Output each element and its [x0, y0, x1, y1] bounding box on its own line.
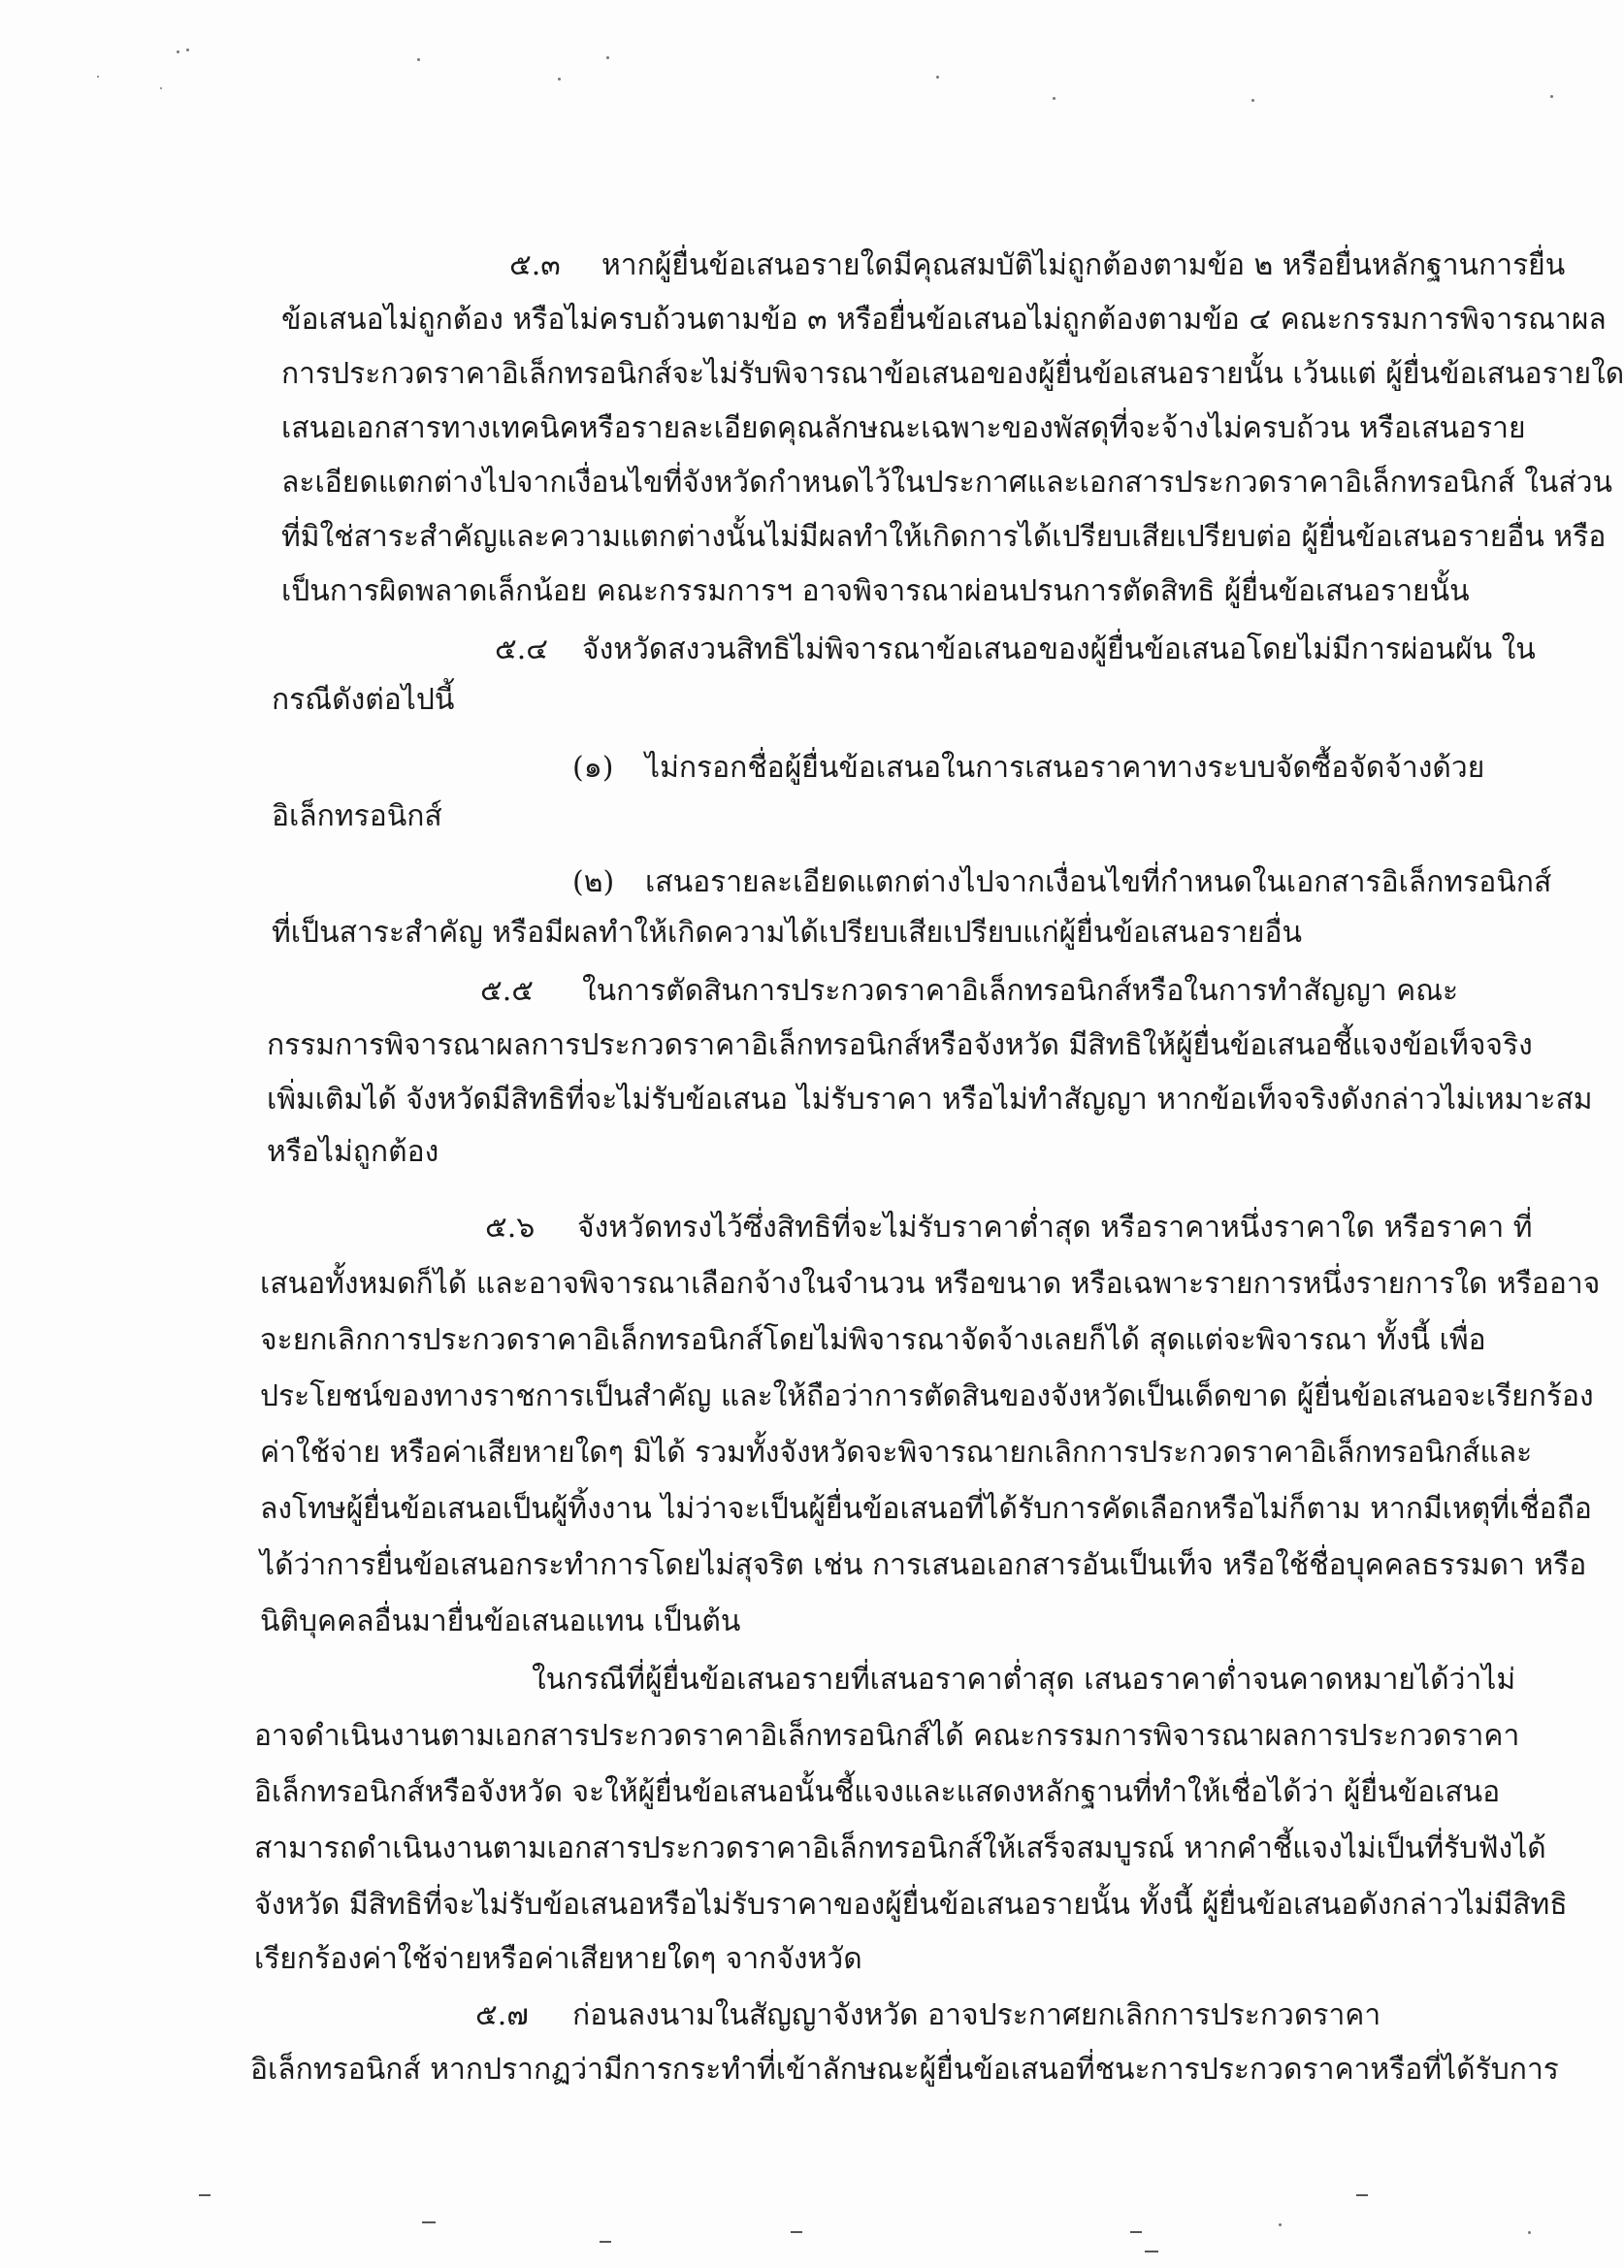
paragraph-line: อิเล็กทรอนิกส์หรือจังหวัด จะให้ผู้ยื่นข้อเสนอนั้นชี้แจงและแสดงหลักฐานที่ทำให้เชื่อได้ว่า ผู้ยื่นข้อเสนอ [254, 1775, 1501, 1809]
paragraph-line: ข้อเสนอไม่ถูกต้อง หรือไม่ครบถ้วนตามข้อ ๓ หรือยื่นข้อเสนอไม่ถูกต้องตามข้อ ๔ คณะกรรมการพิจารณาผล [281, 303, 1607, 337]
paragraph-line: อิเล็กทรอนิกส์ หากปรากฏว่ามีการกระทำที่เข้าลักษณะผู้ยื่นข้อเสนอที่ชนะการประกวดราคาหรือที่ได้รับการ [250, 2053, 1559, 2087]
scan-mark [1356, 2194, 1368, 2196]
paragraph-line: เป็นการผิดพลาดเล็กน้อย คณะกรรมการฯ อาจพิจารณาผ่อนปรนการตัดสิทธิ ผู้ยื่นข้อเสนอรายนั้น [281, 574, 1470, 608]
section-number: ๕.๔ [495, 632, 548, 666]
scan-mark [791, 2231, 802, 2233]
scan-speck [186, 49, 189, 51]
scan-speck [606, 56, 609, 59]
section-number: ๕.๕ [480, 974, 534, 1008]
paragraph-line: เสนอรายละเอียดแตกต่างไปจากเงื่อนไขที่กำหนดในเอกสารอิเล็กทรอนิกส์ [645, 865, 1552, 899]
scan-speck [1279, 2223, 1282, 2226]
scan-speck [1251, 99, 1254, 102]
paragraph-line: ในกรณีที่ผู้ยื่นข้อเสนอรายที่เสนอราคาต่ำสุด เสนอราคาต่ำจนคาดหมายได้ว่าไม่ [532, 1663, 1516, 1697]
paragraph-line: ในการตัดสินการประกวดราคาอิเล็กทรอนิกส์หรือในการทำสัญญา คณะ [582, 974, 1459, 1008]
paragraph-line: ประโยชน์ของทางราชการเป็นสำคัญ และให้ถือว่าการตัดสินของจังหวัดเป็นเด็ดขาด ผู้ยื่นข้อเสนอจะเรียกร้อง [260, 1379, 1594, 1413]
scan-speck [160, 87, 162, 89]
scan-mark [199, 2194, 211, 2196]
paragraph-line: การประกวดราคาอิเล็กทรอนิกส์จะไม่รับพิจารณาข้อเสนอของผู้ยื่นข้อเสนอรายนั้น เว้นแต่ ผู้ยื่นข้อเสนอรายใด [281, 357, 1624, 391]
scan-speck [1550, 95, 1553, 98]
paragraph-line: ไม่กรอกชื่อผู้ยื่นข้อเสนอในการเสนอราคาทางระบบจัดซื้อจัดจ้างด้วย [645, 751, 1485, 785]
scan-mark [1145, 2251, 1158, 2252]
paragraph-line: จะยกเลิกการประกวดราคาอิเล็กทรอนิกส์โดยไม่พิจารณาจัดจ้างเลยก็ได้ สุดแต่จะพิจารณา ทั้งนี้ เพื่อ [260, 1323, 1486, 1357]
scan-speck [936, 76, 939, 79]
paragraph-line: ก่อนลงนามในสัญญาจังหวัด อาจประกาศยกเลิกการประกวดราคา [572, 1998, 1381, 2032]
paragraph-line: เสนอทั้งหมดก็ได้ และอาจพิจารณาเลือกจ้างในจำนวน หรือขนาด หรือเฉพาะรายการหนึ่งรายการใด หรืออาจ [260, 1267, 1601, 1301]
paragraph-line: ลงโทษผู้ยื่นข้อเสนอเป็นผู้ทิ้งงาน ไม่ว่าจะเป็นผู้ยื่นข้อเสนอที่ได้รับการคัดเลือกหรือไม่ก็ตาม หากมีเหตุที่เชื่อถือ [260, 1492, 1592, 1526]
scan-speck [1528, 2231, 1531, 2234]
scan-speck [417, 58, 420, 61]
paragraph-line: กรรมการพิจารณาผลการประกวดราคาอิเล็กทรอนิกส์หรือจังหวัด มีสิทธิให้ผู้ยื่นข้อเสนอชี้แจงข้อเท็จจริง [267, 1028, 1533, 1062]
scan-speck [1053, 97, 1056, 100]
paragraph-line: อิเล็กทรอนิกส์ [272, 799, 442, 833]
paragraph-line: ได้ว่าการยื่นข้อเสนอกระทำการโดยไม่สุจริต เช่น การเสนอเอกสารอันเป็นเท็จ หรือใช้ชื่อบุคคลธรรมดา หรือ [260, 1548, 1587, 1582]
scan-mark [1130, 2231, 1142, 2233]
paragraph-line: หรือไม่ถูกต้อง [267, 1135, 439, 1169]
paragraph-line: กรณีดังต่อไปนี้ [272, 683, 455, 717]
paragraph-line: ละเอียดแตกต่างไปจากเงื่อนไขที่จังหวัดกำหนดไว้ในประกาศและเอกสารประกวดราคาอิเล็กทรอนิกส์ ในส่วน [281, 466, 1613, 500]
paragraph-line: หากผู้ยื่นข้อเสนอรายใดมีคุณสมบัติไม่ถูกต้องตามข้อ ๒ หรือยื่นหลักฐานการยื่น [601, 248, 1566, 282]
paragraph-line: อาจดำเนินงานตามเอกสารประกวดราคาอิเล็กทรอนิกส์ได้ คณะกรรมการพิจารณาผลการประกวดราคา [254, 1719, 1520, 1753]
paragraph-line: เสนอเอกสารทางเทคนิคหรือรายละเอียดคุณลักษณะเฉพาะของพัสดุที่จะจ้างไม่ครบถ้วน หรือเสนอราย [281, 411, 1526, 445]
scan-speck [558, 78, 561, 81]
paragraph-line: สามารถดำเนินงานตามเอกสารประกวดราคาอิเล็กทรอนิกส์ให้เสร็จสมบูรณ์ หากคำชี้แจงไม่เป็นที่รับฟังได้ [254, 1831, 1546, 1865]
scan-mark [600, 2241, 611, 2243]
item-number: (๒) [572, 865, 615, 899]
paragraph-line: จังหวัด มีสิทธิที่จะไม่รับข้อเสนอหรือไม่รับราคาของผู้ยื่นข้อเสนอรายนั้น ทั้งนี้ ผู้ยื่นข้อเสนอดังกล่าวไม่มีสิทธิ [254, 1888, 1568, 1922]
paragraph-line: จังหวัดทรงไว้ซึ่งสิทธิที่จะไม่รับราคาต่ำสุด หรือราคาหนึ่งราคาใด หรือราคา ที่ [577, 1211, 1533, 1245]
paragraph-line: จังหวัดสงวนสิทธิไม่พิจารณาข้อเสนอของผู้ยื่นข้อเสนอโดยไม่มีการผ่อนผัน ใน [582, 632, 1536, 666]
paragraph-line: ค่าใช้จ่าย หรือค่าเสียหายใดๆ มิได้ รวมทั้งจังหวัดจะพิจารณายกเลิกการประกวดราคาอิเล็กทรอนิกส์และ [260, 1436, 1533, 1470]
paragraph-line: ที่มิใช่สาระสำคัญและความแตกต่างนั้นไม่มีผลทำให้เกิดการได้เปรียบเสียเปรียบต่อ ผู้ยื่นข้อเสนอรายอื่น หรือ [281, 520, 1607, 554]
paragraph-line: เพิ่มเติมได้ จังหวัดมีสิทธิที่จะไม่รับข้อเสนอ ไม่รับราคา หรือไม่ทำสัญญา หากข้อเท็จจริงดังกล่าวไม่เหมาะสม [267, 1083, 1593, 1117]
paragraph-line: ที่เป็นสาระสำคัญ หรือมีผลทำให้เกิดความได้เปรียบเสียเปรียบแก่ผู้ยื่นข้อเสนอรายอื่น [272, 916, 1303, 950]
paragraph-line: เรียกร้องค่าใช้จ่ายหรือค่าเสียหายใดๆ จากจังหวัด [254, 1942, 862, 1976]
scan-speck [97, 76, 99, 78]
section-number: ๕.๓ [509, 248, 561, 282]
paragraph-line: นิติบุคคลอื่นมายื่นข้อเสนอแทน เป็นต้น [260, 1604, 741, 1638]
item-number: (๑) [572, 751, 614, 785]
section-number: ๕.๖ [485, 1211, 536, 1245]
scan-speck [177, 50, 179, 53]
scan-mark [422, 2221, 436, 2223]
section-number: ๕.๗ [475, 1998, 529, 2032]
